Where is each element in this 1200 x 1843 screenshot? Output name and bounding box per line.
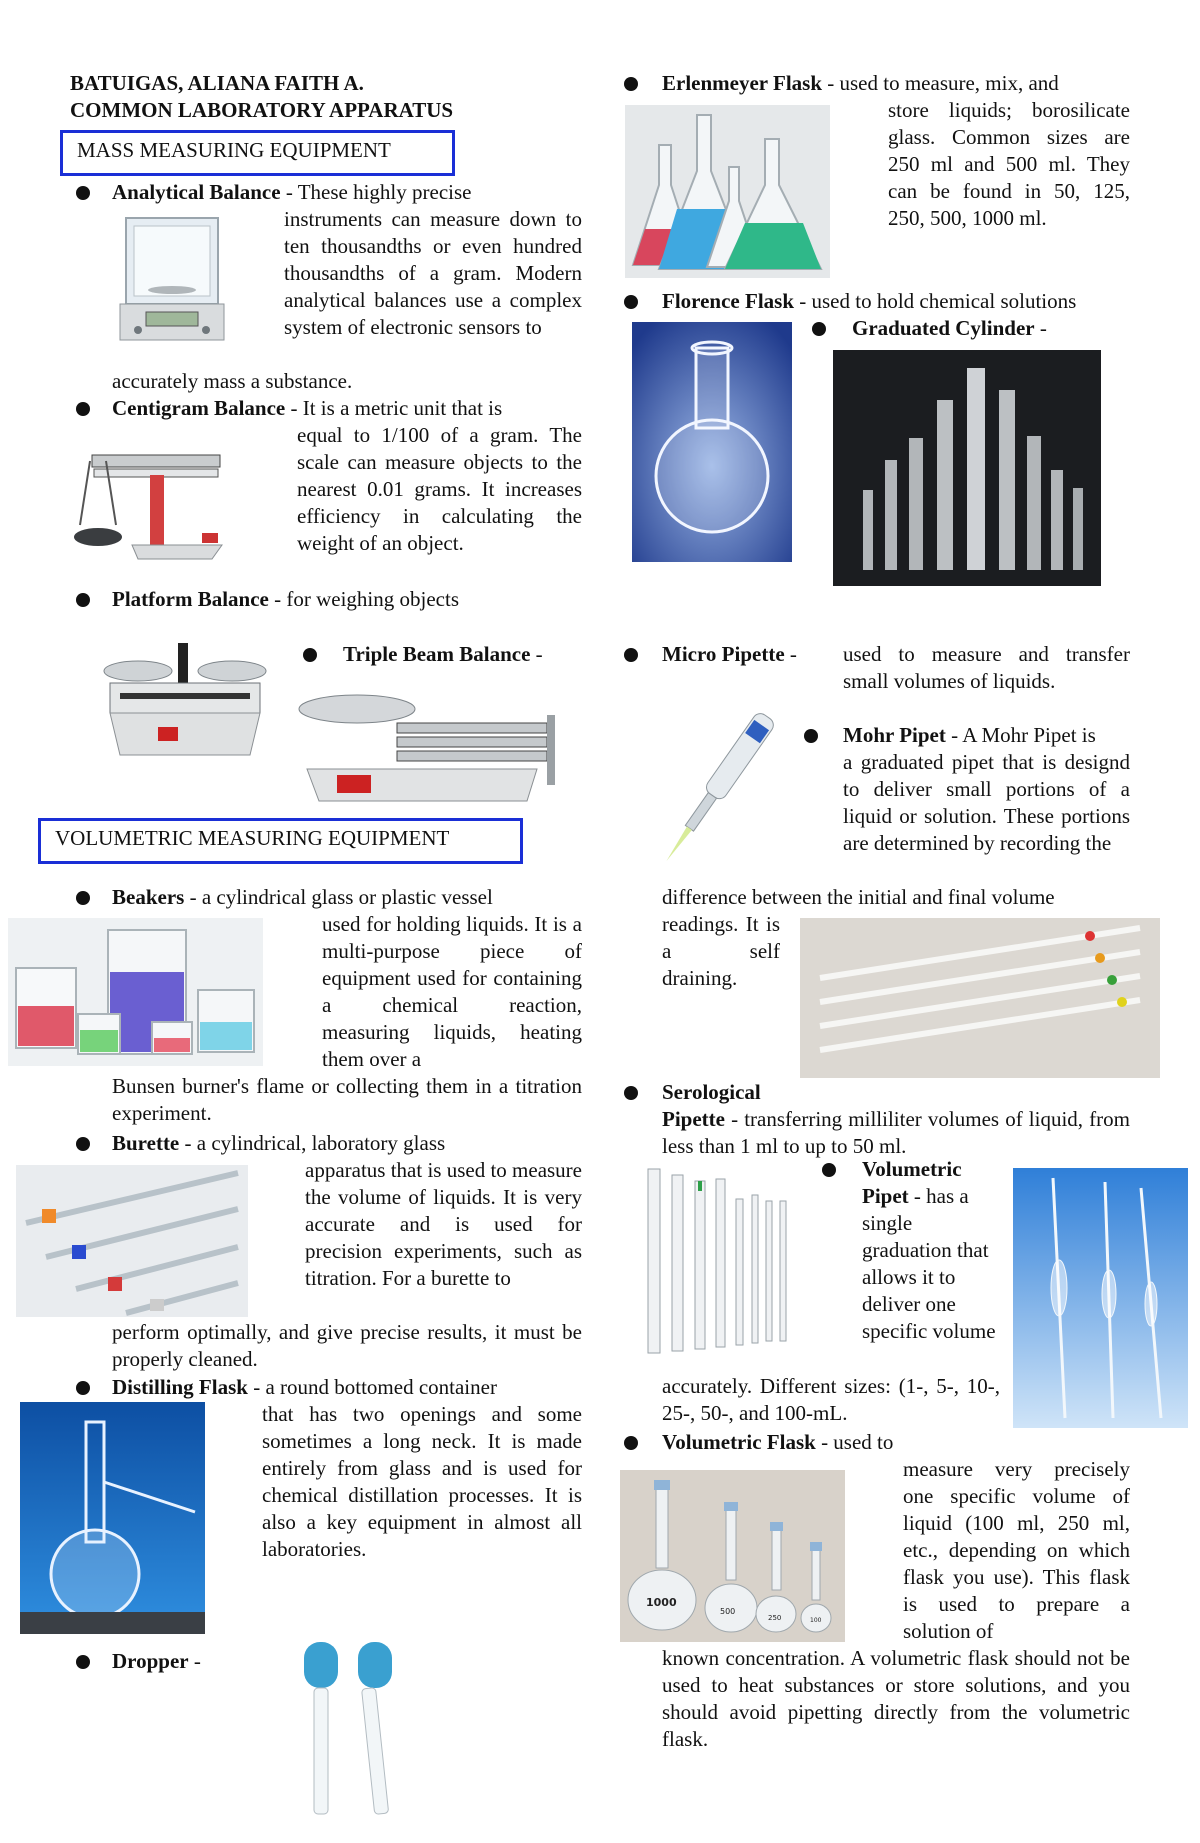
volumetric-pipet-heading-line: Pipet - has a: [862, 1184, 969, 1208]
bullet: [76, 402, 90, 416]
centigram-balance-name: Centigram Balance: [112, 396, 286, 420]
distilling-flask-name: Distilling Flask: [112, 1375, 248, 1399]
bullet: [76, 1137, 90, 1151]
analytical-balance-description: instruments can measure down to ten thousandths or even hundred thousandths of a gram. Modern analytical balances use a complex system of electronic sensors to: [284, 207, 582, 339]
graduated-cylinder-name: Graduated Cylinder: [852, 316, 1035, 340]
mohr-pipet-description-tail: readings. It is a self draining.: [662, 912, 780, 990]
bullet: [76, 593, 90, 607]
bullet: [76, 186, 90, 200]
document-title: COMMON LABORATORY APPARATUS: [70, 98, 454, 122]
serological-pipette-name-2: Pipette: [662, 1107, 725, 1131]
bullet: [624, 295, 638, 309]
dropper-image: [300, 1640, 410, 1825]
analytical-balance-image: [118, 212, 226, 352]
mohr-pipet-image: [800, 918, 1160, 1078]
burette-description-tail: perform optimally, and give precise results, it must be properly cleaned.: [112, 1320, 582, 1371]
platform-balance-line: [112, 586, 459, 613]
serological-pipette-name: Serological: [662, 1080, 761, 1104]
volumetric-pipet-description: single graduation that allows it to deliver one specific volume: [862, 1211, 996, 1343]
florence-flask-description: - used to hold chemical solutions: [794, 289, 1077, 313]
micro-pipette-heading: Micro Pipette -: [662, 642, 797, 666]
triple-beam-line: Triple Beam Balance -: [343, 642, 543, 666]
bullet: [624, 648, 638, 662]
bullet: [76, 1381, 90, 1395]
serological-pipette-description: - transferring milliliter volumes of liquid, from less than 1 ml to up to 50 ml.: [662, 1107, 1130, 1158]
erlenmeyer-flask-description: store liquids; borosilicate glass. Common sizes are 250 ml and 500 ml. They can be found in 50, 125, 250, 500, 1000 ml.: [888, 98, 1130, 230]
platform-balance-description: - for weighing objects: [268, 587, 459, 611]
volumetric-pipet-description-tail: accurately. Different sizes: (1-, 5-, 10-, 25-, 50-, and 100-mL.: [662, 1374, 1000, 1425]
volumetric-flask-description: measure very precisely one specific volume of liquid (100 ml, 250 ml, etc., depending on which flask you use). This flask is used to prepare a solution of: [903, 1457, 1130, 1643]
student-name: BATUIGAS, ALIANA FAITH A.: [70, 71, 364, 95]
serological-pipette-image: [640, 1165, 800, 1355]
beakers-name: Beakers: [112, 885, 185, 909]
dropper-line: Dropper -: [112, 1649, 201, 1673]
beakers-description-tail: Bunsen burner's flame or collecting them in a titration experiment.: [112, 1074, 582, 1125]
dropper-name: Dropper: [112, 1649, 189, 1673]
bullet: [303, 648, 317, 662]
erlenmeyer-heading-line: Erlenmeyer Flask - used to measure, mix, and: [662, 71, 1059, 95]
volumetric-flask-name: Volumetric Flask: [662, 1430, 816, 1454]
analytical-balance-description-tail: accurately mass a substance.: [112, 369, 353, 393]
burette-name: Burette: [112, 1131, 180, 1155]
flask-label-1000: 1000: [646, 1596, 677, 1609]
distilling-flask-image: [20, 1402, 205, 1634]
burette-description: apparatus that is used to measure the volume of liquids. It is very accurate and is used for precision experiments, such as titration. For a burette to: [305, 1158, 582, 1290]
graduated-cylinder-image: [833, 350, 1101, 586]
burette-image: [16, 1165, 248, 1317]
beakers-heading-line: Beakers - a cylindrical glass or plastic vessel: [112, 885, 493, 909]
section-mass-label: MASS MEASURING EQUIPMENT: [77, 138, 391, 162]
triple-beam-balance-image: [297, 685, 572, 803]
bullet: [822, 1163, 836, 1177]
florence-flask-name: Florence Flask: [662, 289, 795, 313]
graduated-cylinder-line: Graduated Cylinder -: [852, 316, 1047, 340]
flask-label-500: 500: [720, 1607, 736, 1616]
beakers-image: [8, 918, 263, 1066]
platform-balance-image: [100, 643, 270, 763]
bullet: [812, 322, 826, 336]
burette-heading-line: Burette - a cylindrical, laboratory glass: [112, 1131, 446, 1155]
mohr-pipet-name: Mohr Pipet: [843, 723, 946, 747]
volumetric-flask-image: [620, 1470, 845, 1642]
mohr-heading-line: Mohr Pipet - A Mohr Pipet is: [843, 723, 1096, 747]
centigram-balance-description: equal to 1/100 of a gram. The scale can measure objects to the nearest 0.01 grams. It increases efficiency in calculating the weight of an object.: [297, 423, 582, 555]
section-volumetric-measuring: [38, 818, 523, 864]
bullet: [624, 1086, 638, 1100]
beakers-description: used for holding liquids. It is a multi-purpose piece of equipment used for containing a chemical reaction, measuring liquids, heating them over a: [322, 912, 582, 1071]
section-volumetric-label: VOLUMETRIC MEASURING EQUIPMENT: [55, 826, 450, 850]
volumetric-pipet-name: Volumetric: [862, 1157, 962, 1181]
florence-flask-line: [662, 288, 1076, 315]
bullet: [76, 891, 90, 905]
centigram-balance-image: [72, 435, 232, 575]
triple-beam-balance-name: Triple Beam Balance: [343, 642, 531, 666]
distilling-heading-line: Distilling Flask - a round bottomed container: [112, 1375, 497, 1399]
flask-label-100: 100: [810, 1617, 822, 1624]
bullet: [804, 729, 818, 743]
micro-pipette-description: used to measure and transfer small volumes of liquids.: [843, 642, 1130, 693]
volumetric-flask-description-tail: known concentration. A volumetric flask should not be used to heat substances or store solutions, and you should avoid pipetting directly from the volumetric flask.: [662, 1646, 1130, 1751]
erlenmeyer-flask-image: [625, 105, 830, 278]
serological-line: [662, 1106, 1130, 1160]
volumetric-pipet-image: [1013, 1168, 1188, 1428]
mohr-pipet-description: a graduated pipet that is designd to deliver small portions of a liquid or solution. These portions are determined by recording the: [843, 750, 1130, 855]
section-mass-measuring: [60, 130, 455, 176]
distilling-flask-description: that has two openings and some sometimes a long neck. It is made entirely from glass and is used for chemical distillation processes. It is also a key equipment in almost all laboratories.: [262, 1402, 582, 1561]
micro-pipette-image: [645, 700, 785, 880]
volumetric-pipet-name-2: Pipet: [862, 1184, 909, 1208]
bullet: [624, 1436, 638, 1450]
platform-balance-name: Platform Balance: [112, 587, 269, 611]
mohr-pipet-description-line2: difference between the initial and final volume: [662, 885, 1055, 909]
bullet: [76, 1655, 90, 1669]
analytical-heading-line: Analytical Balance - These highly precise: [112, 180, 472, 204]
erlenmeyer-flask-name: Erlenmeyer Flask: [662, 71, 823, 95]
volumetric-flask-heading-line: Volumetric Flask - used to: [662, 1430, 894, 1454]
florence-flask-image: [632, 322, 792, 562]
flask-label-250: 250: [768, 1614, 782, 1622]
centigram-heading-line: Centigram Balance - It is a metric unit that is: [112, 396, 503, 420]
micro-pipette-name: Micro Pipette: [662, 642, 785, 666]
analytical-balance-name: Analytical Balance: [112, 180, 281, 204]
bullet: [624, 77, 638, 91]
